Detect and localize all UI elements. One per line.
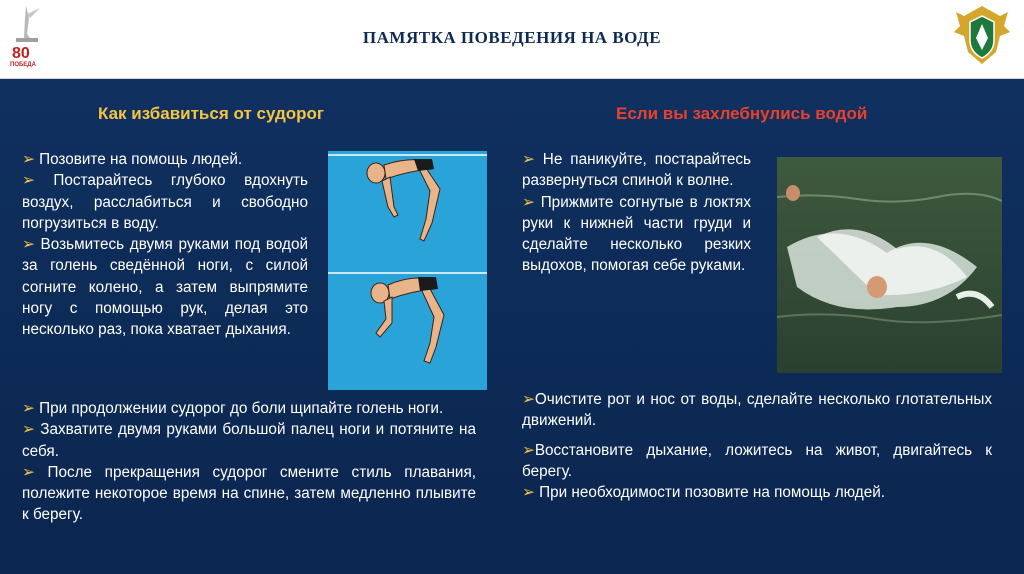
- bullet-arrow-icon: ➢: [22, 151, 35, 168]
- left-section-title: Как избавиться от судорог: [98, 104, 324, 123]
- left-bottom-list: [22, 398, 476, 526]
- emercom-emblem: [952, 2, 1012, 68]
- svg-text:ПОБЕДА: ПОБЕДА: [10, 62, 36, 68]
- content-area: [0, 79, 1024, 574]
- bullet-arrow-icon: ➢: [22, 463, 35, 481]
- bullet-arrow-icon: ➢: [22, 421, 35, 439]
- left-top-list: [22, 149, 308, 341]
- page-title: ПАМЯТКА ПОВЕДЕНИЯ НА ВОДЕ: [362, 28, 662, 47]
- header-bar: [0, 0, 1024, 79]
- bullet-arrow-icon: ➢: [522, 193, 535, 211]
- list-item: ➢ Постарайтесь глубоко вдохнуть воздух, расслабиться и свободно погрузиться в воду.: [22, 172, 308, 232]
- list-item: ➢Очистите рот и нос от воды, сделайте несколько глотательных движений.: [522, 391, 992, 430]
- list-item: ➢ Захватите двумя руками большой палец ноги и потяните на себя.: [22, 421, 477, 460]
- cramp-relief-illustration: [328, 151, 487, 390]
- list-item: ➢ Возьмитесь двумя руками под водой за голень сведённой ноги, с силой согните колено, а затем выпрямите ногу с помощью рук, делая это несколько раз, пока хватает дыхания.: [22, 236, 308, 339]
- bullet-arrow-icon: ➢: [522, 441, 535, 459]
- bullet-arrow-icon: ➢: [22, 236, 35, 254]
- list-item: ➢Восстановите дыхание, ложитесь на живот, двигайтесь к берегу.: [522, 441, 992, 480]
- list-item: ➢ Прижмите согнутые в локтях руки к нижней части груди и сделайте несколько резких выдохов, помогая себе руками.: [522, 193, 751, 275]
- list-item: ➢ Позовите на помощь людей.: [22, 151, 243, 168]
- drowning-swimmer-photo: [777, 157, 1002, 373]
- list-item: ➢ Не паникуйте, постарайтесь развернуться спиной к волне.: [522, 151, 752, 190]
- list-item: ➢ При продолжении судорог до боли щипайте голень ноги.: [22, 400, 444, 417]
- right-section-title: Если вы захлебнулись водой: [616, 104, 868, 123]
- list-item: ➢ При необходимости позовите на помощь людей.: [522, 484, 886, 502]
- bullet-arrow-icon: ➢: [522, 484, 535, 502]
- bullet-arrow-icon: ➢: [522, 391, 535, 408]
- svg-text:80: 80: [12, 45, 30, 62]
- bullet-arrow-icon: ➢: [522, 151, 535, 168]
- right-top-list: [522, 149, 751, 277]
- bullet-arrow-icon: ➢: [22, 400, 35, 417]
- right-bottom-list: [522, 389, 992, 503]
- bullet-arrow-icon: ➢: [22, 172, 35, 190]
- list-item: ➢ После прекращения судорог смените стиль плавания, полежите некоторое время на спине, затем медленно плывите к берегу.: [22, 463, 476, 524]
